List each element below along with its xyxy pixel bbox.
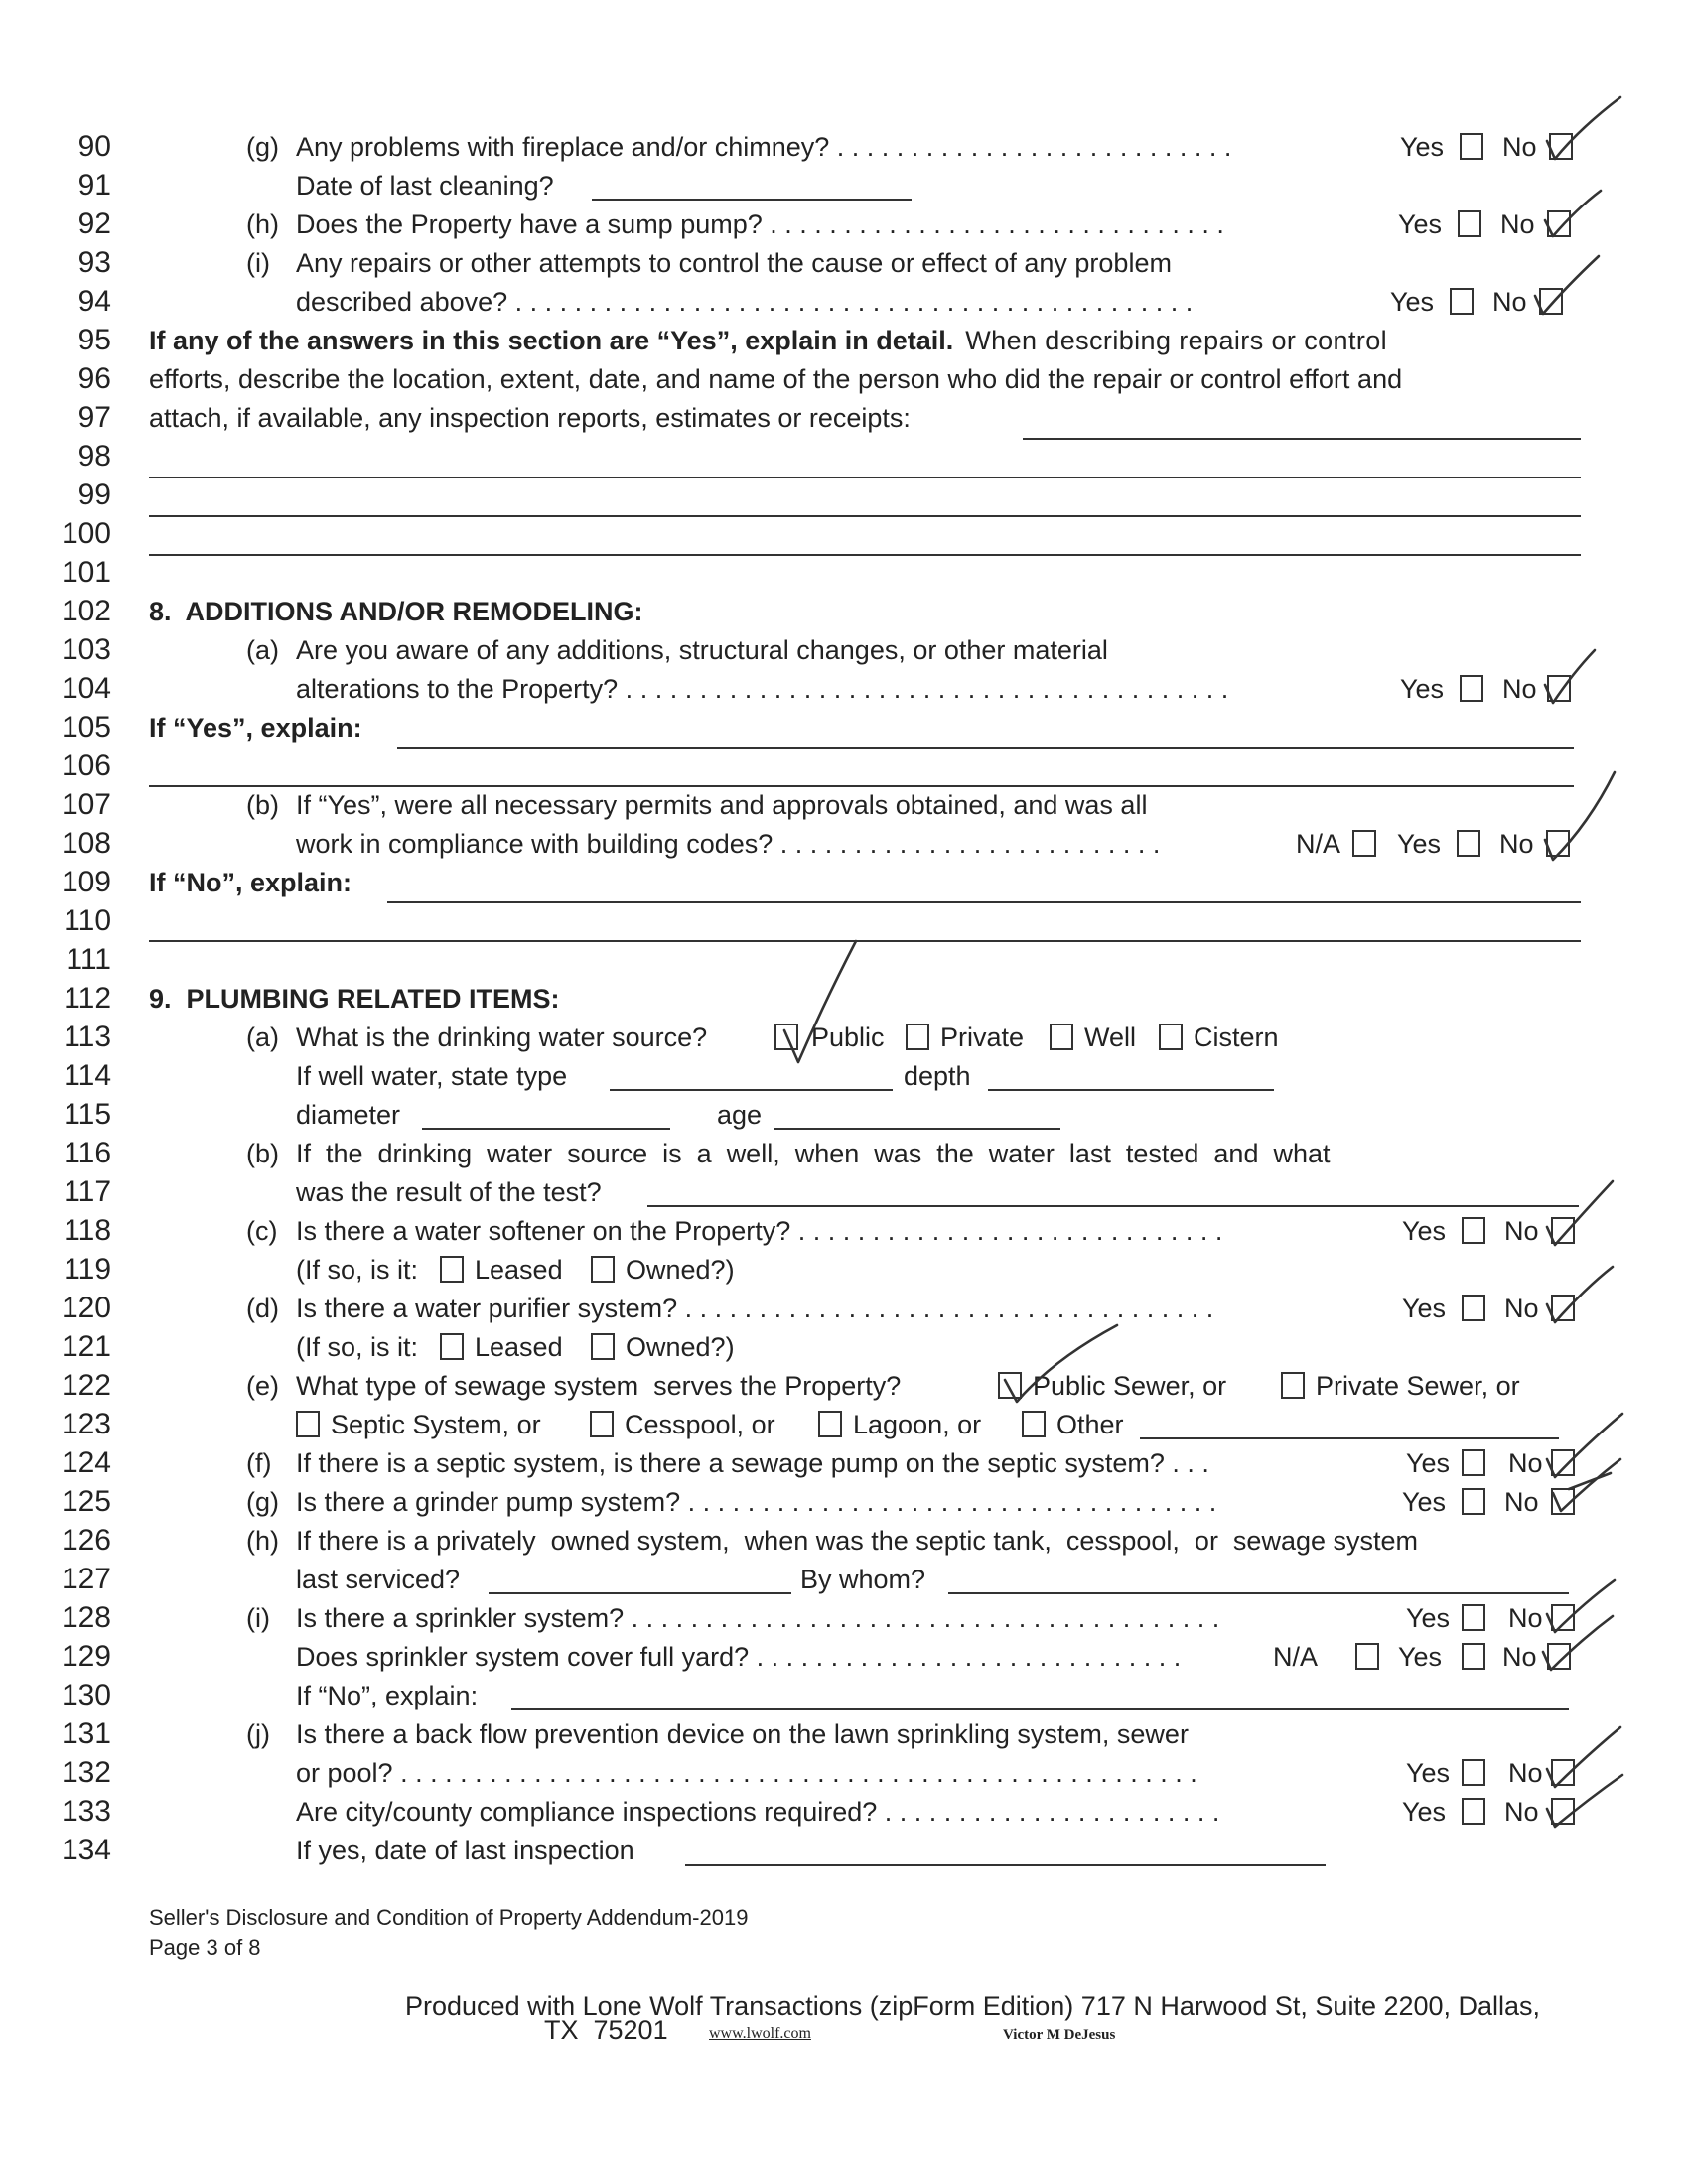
explain-field-line[interactable] <box>1023 438 1581 440</box>
item-marker: (b) <box>246 1139 279 1168</box>
line-number: 127 <box>61 1562 111 1595</box>
no-label: No <box>1504 1294 1539 1323</box>
fireplace-yes-checkbox[interactable] <box>1460 133 1483 160</box>
line-number: 120 <box>61 1291 111 1324</box>
line-number: 119 <box>64 1252 111 1286</box>
softener-owned-checkbox[interactable] <box>591 1256 615 1283</box>
yes-label: Yes <box>1406 1758 1451 1788</box>
diameter-label: diameter <box>296 1100 401 1130</box>
option-cistern: Cistern <box>1194 1023 1279 1052</box>
question-additions-1: Are you aware of any additions, structural changes, or other material <box>296 635 1108 665</box>
line-number: 126 <box>61 1523 111 1557</box>
line-number: 110 <box>64 903 111 937</box>
by-whom-label: By whom? <box>800 1565 926 1594</box>
no-label: No <box>1499 829 1534 859</box>
if-so-label: (If so, is it: <box>296 1332 419 1362</box>
question-sprinkler-coverage: Does sprinkler system cover full yard? . . . . . . . . . . . . . . . . . . . . . . . . . . . . . <box>296 1642 1182 1672</box>
question-permits-1: If “Yes”, were all necessary permits and approvals obtained, and was all <box>296 790 1148 820</box>
yes-label: Yes <box>1398 209 1443 239</box>
item-marker: (h) <box>246 209 279 239</box>
item-marker: (d) <box>246 1294 279 1323</box>
line-number: 114 <box>64 1058 111 1092</box>
question-additions-2: alterations to the Property? . . . . . . . . . . . . . . . . . . . . . . . . . . . . . . . . . . . . . . . . . <box>296 674 1229 704</box>
line-number: 92 <box>77 206 111 240</box>
line-number: 113 <box>64 1020 111 1053</box>
line-number: 100 <box>61 516 111 550</box>
yes-label: Yes <box>1402 1216 1447 1246</box>
item-marker: (h) <box>246 1526 279 1556</box>
item-marker: (a) <box>246 635 279 665</box>
no-label: No <box>1502 132 1537 162</box>
well-type-field[interactable] <box>610 1089 893 1091</box>
explain-field-line[interactable] <box>149 554 1581 556</box>
yes-explain-label: If “Yes”, explain: <box>149 713 362 743</box>
question-well-test-2: was the result of the test? <box>296 1177 602 1207</box>
line-number: 90 <box>77 130 111 163</box>
line-number: 101 <box>61 555 111 589</box>
sprinkler-yes-checkbox[interactable] <box>1462 1604 1485 1631</box>
purifier-owned-checkbox[interactable] <box>591 1333 615 1360</box>
explain-field-line[interactable] <box>149 477 1581 478</box>
line-number: 104 <box>61 671 111 705</box>
additions-explain-field[interactable] <box>397 747 1574 749</box>
sump-no-checkbox[interactable] <box>1547 210 1571 237</box>
item-marker: (j) <box>246 1719 270 1749</box>
question-backflow-2: or pool? . . . . . . . . . . . . . . . . . . . . . . . . . . . . . . . . . . . . . . . . . . . . . . . . . . . . . . <box>296 1758 1197 1788</box>
sewage-other-checkbox[interactable] <box>1022 1411 1046 1437</box>
softener-no-checkbox[interactable] <box>1551 1217 1575 1244</box>
line-number: 133 <box>61 1794 111 1828</box>
section-heading-additions: 8. ADDITIONS AND/OR REMODELING: <box>149 597 643 626</box>
line-number: 123 <box>61 1407 111 1440</box>
question-repairs-2: described above? . . . . . . . . . . . . . . . . . . . . . . . . . . . . . . . . . . . . . . . . . . . . . . <box>296 287 1194 317</box>
page-number: Page 3 of 8 <box>149 1935 261 1960</box>
no-label: No <box>1508 1603 1543 1633</box>
permits-yes-checkbox[interactable] <box>1457 830 1480 857</box>
sprinkler-explain-label: If “No”, explain: <box>296 1681 479 1710</box>
line-number: 102 <box>61 594 111 627</box>
last-inspection-field[interactable] <box>685 1864 1326 1866</box>
question-repairs-1: Any repairs or other attempts to control the cause or effect of any problem <box>296 248 1172 278</box>
purifier-leased-checkbox[interactable] <box>440 1333 464 1360</box>
na-label: N/A <box>1273 1642 1319 1672</box>
water-private-checkbox[interactable] <box>906 1024 929 1050</box>
water-public-checkbox[interactable] <box>774 1024 798 1050</box>
line-number: 134 <box>61 1833 111 1866</box>
coverage-na-checkbox[interactable] <box>1355 1643 1379 1670</box>
question-serviced-1: If there is a privately owned system, when was the septic tank, cesspool, or sewage system <box>296 1526 1419 1556</box>
line-number: 98 <box>77 439 111 473</box>
yes-label: Yes <box>1400 674 1445 704</box>
septic-pump-no-checkbox[interactable] <box>1551 1449 1575 1476</box>
yes-label: Yes <box>1400 132 1445 162</box>
line-number: 130 <box>61 1678 111 1711</box>
softener-leased-checkbox[interactable] <box>440 1256 464 1283</box>
depth-field[interactable] <box>988 1089 1274 1091</box>
producer-city: TX 75201 <box>544 2015 668 2045</box>
no-label: No <box>1500 209 1535 239</box>
line-number: 109 <box>61 865 111 898</box>
question-permits-2: work in compliance with building codes? . . . . . . . . . . . . . . . . . . . . . . . . . . <box>296 829 1161 859</box>
line-number: 115 <box>64 1097 111 1131</box>
explain-instruction-3: attach, if available, any inspection reports, estimates or receipts: <box>149 403 911 433</box>
septic-label: Septic System, or <box>331 1410 541 1439</box>
line-number: 116 <box>64 1136 111 1169</box>
line-number: 97 <box>77 400 111 434</box>
compliance-yes-checkbox[interactable] <box>1462 1798 1485 1825</box>
last-serviced-field[interactable] <box>489 1592 791 1594</box>
purifier-yes-checkbox[interactable] <box>1462 1295 1485 1321</box>
line-number: 128 <box>61 1600 111 1634</box>
question-sewage: What type of sewage system serves the Property? <box>296 1371 902 1401</box>
sprinkler-explain-field[interactable] <box>511 1708 1569 1710</box>
septic-pump-yes-checkbox[interactable] <box>1462 1449 1485 1476</box>
diameter-field[interactable] <box>422 1128 670 1130</box>
line-number: 95 <box>77 323 111 356</box>
agent-name: Victor M DeJesus <box>1003 2027 1116 2043</box>
section-heading-plumbing: 9. PLUMBING RELATED ITEMS: <box>149 984 560 1014</box>
line-number: 96 <box>77 361 111 395</box>
age-label: age <box>717 1100 763 1130</box>
leased-label: Leased <box>475 1332 563 1362</box>
item-marker: (a) <box>246 1023 279 1052</box>
no-explain-label: If “No”, explain: <box>149 868 352 897</box>
by-whom-field[interactable] <box>948 1592 1569 1594</box>
leased-label: Leased <box>475 1255 563 1285</box>
repairs-yes-checkbox[interactable] <box>1450 288 1474 315</box>
option-well: Well <box>1084 1023 1137 1052</box>
sewage-cesspool-checkbox[interactable] <box>590 1411 614 1437</box>
sewage-public-checkbox[interactable] <box>998 1372 1022 1399</box>
explain-bold: If any of the answers in this section are “Yes”, explain in detail. <box>149 326 954 355</box>
water-cistern-checkbox[interactable] <box>1159 1024 1183 1050</box>
yes-label: Yes <box>1397 829 1442 859</box>
question-water-source: What is the drinking water source? <box>296 1023 708 1052</box>
additions-yes-checkbox[interactable] <box>1460 675 1483 702</box>
question-grinder-pump: Is there a grinder pump system? . . . . . . . . . . . . . . . . . . . . . . . . . . . . . . . . . . . . <box>296 1487 1217 1517</box>
question-compliance: Are city/county compliance inspections required? . . . . . . . . . . . . . . . . . . . . . . . <box>296 1797 1220 1827</box>
explain-instruction-1 <box>149 326 1387 355</box>
line-number: 118 <box>64 1213 111 1247</box>
question-backflow-1: Is there a back flow prevention device on the lawn sprinkling system, sewer <box>296 1719 1189 1749</box>
no-label: No <box>1508 1758 1543 1788</box>
item-marker: (g) <box>246 1487 279 1517</box>
line-number: 125 <box>61 1484 111 1518</box>
depth-label: depth <box>904 1061 971 1091</box>
line-number: 91 <box>77 168 111 202</box>
sewage-lagoon-checkbox[interactable] <box>818 1411 842 1437</box>
explain-instruction-2: efforts, describe the location, extent, date, and name of the person who did the repair or control effort and <box>149 364 1403 394</box>
permits-explain-field[interactable] <box>387 901 1581 903</box>
fireplace-no-checkbox[interactable] <box>1549 133 1573 160</box>
line-number: 108 <box>61 826 111 860</box>
explain-field-line[interactable] <box>149 515 1581 517</box>
well-test-field[interactable] <box>647 1205 1579 1207</box>
no-label: No <box>1502 1642 1537 1672</box>
line-number: 99 <box>77 478 111 511</box>
date-last-cleaning-label: Date of last cleaning? <box>296 171 554 201</box>
question-fireplace: Any problems with fireplace and/or chimney? . . . . . . . . . . . . . . . . . . . . . . . . . . . <box>296 132 1232 162</box>
yes-label: Yes <box>1402 1797 1447 1827</box>
well-type-label: If well water, state type <box>296 1061 568 1091</box>
item-marker: (e) <box>246 1371 279 1401</box>
owned-label: Owned?) <box>626 1255 735 1285</box>
compliance-no-checkbox[interactable] <box>1551 1798 1575 1825</box>
cesspool-label: Cesspool, or <box>625 1410 775 1439</box>
yes-label: Yes <box>1406 1448 1451 1478</box>
line-number: 129 <box>61 1639 111 1673</box>
line-number: 122 <box>61 1368 111 1402</box>
sewage-private-checkbox[interactable] <box>1281 1372 1305 1399</box>
yes-label: Yes <box>1406 1603 1451 1633</box>
line-number: 106 <box>61 749 111 782</box>
line-number: 111 <box>66 942 111 976</box>
no-label: No <box>1508 1448 1543 1478</box>
line-number: 103 <box>61 632 111 666</box>
sewage-other-field[interactable] <box>1140 1437 1559 1439</box>
permits-na-checkbox[interactable] <box>1352 830 1376 857</box>
yes-label: Yes <box>1398 1642 1443 1672</box>
question-sprinkler: Is there a sprinkler system? . . . . . . . . . . . . . . . . . . . . . . . . . . . . . . . . . . . . . . . . <box>296 1603 1220 1633</box>
line-number: 131 <box>61 1716 111 1750</box>
owned-label: Owned?) <box>626 1332 735 1362</box>
additions-no-checkbox[interactable] <box>1547 675 1571 702</box>
yes-label: Yes <box>1402 1487 1447 1517</box>
last-serviced-label: last serviced? <box>296 1565 461 1594</box>
question-purifier: Is there a water purifier system? . . . . . . . . . . . . . . . . . . . . . . . . . . . . . . . . . . . . <box>296 1294 1214 1323</box>
date-last-cleaning-field[interactable] <box>592 199 912 201</box>
question-septic-pump: If there is a septic system, is there a sewage pump on the septic system? . . . <box>296 1448 1209 1478</box>
line-number: 117 <box>64 1174 111 1208</box>
private-sewer-label: Private Sewer, or <box>1316 1371 1520 1401</box>
line-number: 93 <box>77 245 111 279</box>
item-marker: (i) <box>246 248 270 278</box>
line-number: 112 <box>64 981 111 1015</box>
purifier-no-checkbox[interactable] <box>1551 1295 1575 1321</box>
permits-no-checkbox[interactable] <box>1546 830 1570 857</box>
na-label: N/A <box>1296 829 1341 859</box>
lagoon-label: Lagoon, or <box>853 1410 982 1439</box>
option-public: Public <box>811 1023 885 1052</box>
coverage-no-checkbox[interactable] <box>1547 1643 1571 1670</box>
option-private: Private <box>940 1023 1025 1052</box>
item-marker: (c) <box>246 1216 278 1246</box>
permits-explain-field[interactable] <box>149 940 1581 942</box>
question-softener: Is there a water softener on the Property? . . . . . . . . . . . . . . . . . . . . . . . . . . . . . <box>296 1216 1223 1246</box>
age-field[interactable] <box>774 1128 1060 1130</box>
item-marker: (f) <box>246 1448 272 1478</box>
yes-label: Yes <box>1390 287 1435 317</box>
line-number: 107 <box>61 787 111 821</box>
item-marker: (b) <box>246 790 279 820</box>
repairs-no-checkbox[interactable] <box>1539 288 1563 315</box>
line-number: 94 <box>77 284 111 318</box>
sump-yes-checkbox[interactable] <box>1458 210 1481 237</box>
question-well-test-1: If the drinking water source is a well, when was the water last tested and what <box>296 1139 1331 1168</box>
line-number: 121 <box>61 1329 111 1363</box>
no-label: No <box>1502 674 1537 704</box>
producer-line: Produced with Lone Wolf Transactions (zipForm Edition) 717 N Harwood St, Suite 2200, Dallas, <box>405 1991 1541 2021</box>
water-well-checkbox[interactable] <box>1050 1024 1073 1050</box>
line-number: 132 <box>61 1755 111 1789</box>
grinder-yes-checkbox[interactable] <box>1462 1488 1485 1515</box>
last-inspection-label: If yes, date of last inspection <box>296 1836 634 1865</box>
coverage-yes-checkbox[interactable] <box>1462 1643 1485 1670</box>
grinder-no-checkbox[interactable] <box>1551 1488 1575 1515</box>
yes-label: Yes <box>1402 1294 1447 1323</box>
backflow-no-checkbox[interactable] <box>1551 1759 1575 1786</box>
additions-explain-field[interactable] <box>149 785 1574 787</box>
if-so-label: (If so, is it: <box>296 1255 419 1285</box>
no-label: No <box>1504 1487 1539 1517</box>
sprinkler-no-checkbox[interactable] <box>1551 1604 1575 1631</box>
backflow-yes-checkbox[interactable] <box>1462 1759 1485 1786</box>
line-number: 124 <box>61 1445 111 1479</box>
explain-rest: When describing repairs or control <box>965 326 1388 355</box>
softener-yes-checkbox[interactable] <box>1462 1217 1485 1244</box>
no-label: No <box>1504 1216 1539 1246</box>
item-marker: (i) <box>246 1603 270 1633</box>
other-label: Other <box>1056 1410 1124 1439</box>
sewage-septic-checkbox[interactable] <box>296 1411 320 1437</box>
item-marker: (g) <box>246 132 279 162</box>
public-sewer-label: Public Sewer, or <box>1033 1371 1227 1401</box>
question-sump-pump: Does the Property have a sump pump? . . . . . . . . . . . . . . . . . . . . . . . . . . . . . . . <box>296 209 1224 239</box>
no-label: No <box>1504 1797 1539 1827</box>
line-number: 105 <box>61 710 111 744</box>
no-label: No <box>1492 287 1527 317</box>
producer-url[interactable]: www.lwolf.com <box>709 2025 811 2042</box>
form-title: Seller's Disclosure and Condition of Property Addendum-2019 <box>149 1905 749 1930</box>
